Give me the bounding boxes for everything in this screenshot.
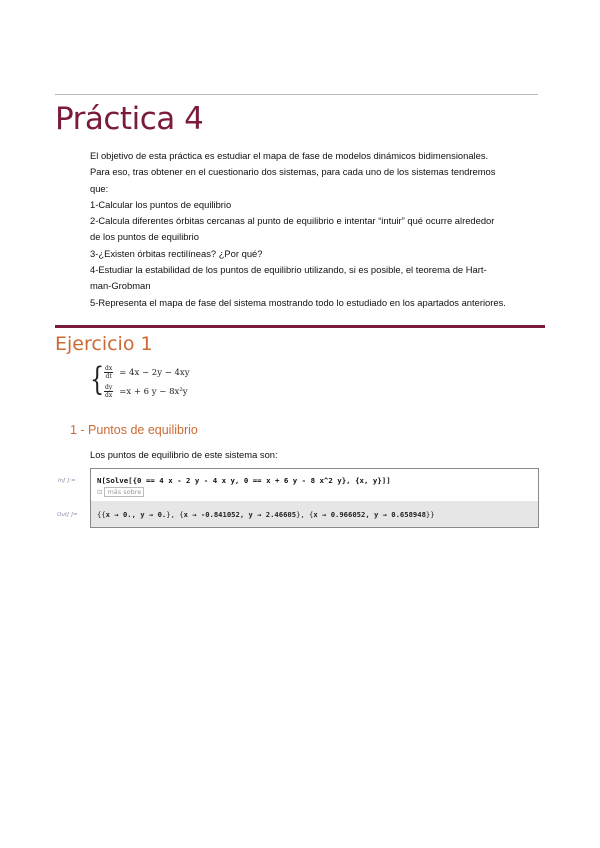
top-rule (55, 94, 538, 95)
intro-line: man-Grobman (90, 280, 151, 292)
suggestion-button[interactable]: más sobre (104, 487, 144, 497)
intro-line: 1-Calcular los puntos de equilibrio (90, 198, 232, 210)
equation-1 (104, 365, 190, 380)
intro-line: 4-Estudiar la estabilidad de los puntos de equilibrio utilizando, si es posible, el teorema de Hart- (90, 264, 487, 276)
equation-system (90, 360, 290, 401)
paragraph: Los puntos de equilibrio de este sistema son: (90, 449, 278, 460)
intro-line: 3-¿Existen órbitas rectilíneas? ¿Por qué? (90, 247, 263, 259)
output-solution: x → 0., y → 0. (105, 510, 167, 519)
fraction-numerator: dx (105, 365, 113, 372)
output-bracket: }} (425, 510, 435, 519)
suggestion-icon: ⊡ (97, 488, 103, 496)
equation-rhs: =x + 6 y − 8x²y (119, 387, 188, 397)
intro-line: 5-Representa el mapa de fase del sistema mostrando todo lo estudiado en los apartados anteriores. (90, 296, 506, 308)
intro-line: que: (90, 182, 109, 194)
section-heading: Ejercicio 1 (55, 333, 153, 355)
output-bracket: {{ (97, 510, 106, 519)
output-area (91, 501, 538, 527)
output-solution: x → -0.841052, y → 2.46605 (183, 510, 297, 519)
intro-line: de los puntos de equilibrio (90, 231, 199, 243)
subsection-heading: 1 - Puntos de equilibrio (70, 423, 198, 437)
notebook-cell[interactable] (90, 468, 539, 528)
intro-line: Para eso, tras obtener en el cuestionario dos sistemas, para cada uno de los sistemas tendremos (90, 166, 496, 178)
fraction (104, 384, 113, 399)
equation-rhs: = 4x − 2y − 4xy (119, 368, 190, 378)
brace-icon: { (90, 360, 105, 398)
equation-2 (104, 384, 188, 399)
suggestion-bar[interactable] (97, 487, 144, 497)
intro-text (90, 148, 545, 311)
section-divider (55, 325, 545, 328)
fraction-denominator: dx (105, 392, 113, 399)
input-code[interactable]: N[Solve[{0 == 4 x - 2 y - 4 x y, 0 == x + 6 y - 8 x^2 y}, {x, y}]] (97, 476, 391, 485)
output-separator: }, { (296, 510, 314, 519)
output-result (97, 510, 435, 519)
output-separator: }, { (166, 510, 184, 519)
output-label: Out[ ]= (57, 512, 78, 518)
fraction-denominator: dt (105, 373, 112, 380)
intro-line: El objetivo de esta práctica es estudiar el mapa de fase de modelos dinámicos bidimensionales. (90, 150, 489, 161)
input-label: In[ ]:= (58, 478, 76, 484)
intro-line: 2-Calcula diferentes órbitas cercanas al punto de equilibrio e intentar “intuir” qué ocurre alrededor (90, 215, 495, 227)
page-title: Práctica 4 (55, 101, 204, 137)
fraction (104, 365, 113, 380)
output-solution: x → 0.966052, y → 0.658948 (313, 510, 426, 519)
fraction-numerator: dy (105, 384, 113, 391)
